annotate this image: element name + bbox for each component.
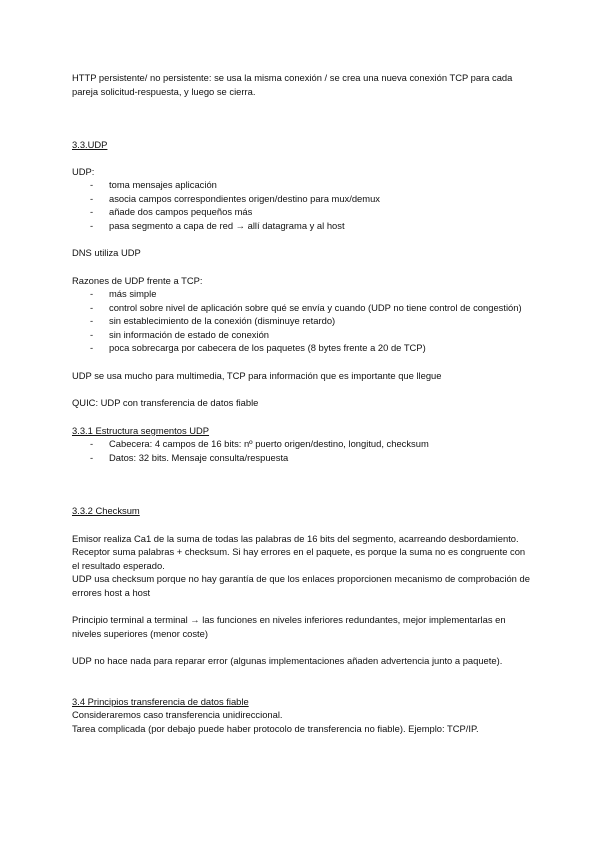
intro-paragraph: HTTP persistente/ no persistente: se usa la misma conexión / se crea una nueva conexión TCP para cada pareja solicitud-respuesta, y luego se cierra. xyxy=(72,72,513,97)
section-heading-3-3: 3.3.UDP xyxy=(72,139,108,150)
list-item-text: control sobre nivel de aplicación sobre qué se envía y cuando (UDP no tiene control de congestión) xyxy=(109,301,522,313)
list-item xyxy=(72,205,532,219)
list-item-text: toma mensajes aplicación xyxy=(109,179,217,190)
list-item-text: sin establecimiento de la conexión (disminuye retardo) xyxy=(109,315,336,326)
checksum-paragraph-3: UDP usa checksum porque no hay garantía de que los enlaces proporcionen mecanismo de comprobación de errores host a host xyxy=(72,573,530,598)
list-item xyxy=(72,451,532,465)
reliable-transfer-paragraph-2: Tarea complicada (por debajo puede haber protocolo de transferencia no fiable). Ejemplo: TCP/IP. xyxy=(72,722,479,734)
dash-bullet: - xyxy=(90,288,94,299)
dash-bullet: - xyxy=(90,219,94,231)
list-item-text: más simple xyxy=(109,288,157,299)
dash-bullet: - xyxy=(90,342,94,353)
list-item xyxy=(72,301,532,315)
list-item xyxy=(72,178,532,192)
list-item-text: añade dos campos pequeños más xyxy=(109,206,253,217)
quic-paragraph: QUIC: UDP con transferencia de datos fiable xyxy=(72,397,259,408)
section-heading-3-3-1: 3.3.1 Estructura segmentos UDP xyxy=(72,424,210,436)
section-heading-3-4: 3.4 Principios transferencia de datos fiable xyxy=(72,695,249,707)
udp-reasons-list xyxy=(72,287,532,355)
list-item-text: Cabecera: 4 campos de 16 bits: nº puerto origen/destino, longitud, checksum xyxy=(109,438,429,449)
list-item xyxy=(72,341,532,355)
dash-bullet: - xyxy=(90,301,94,313)
list-item-text: Datos: 32 bits. Mensaje consulta/respuesta xyxy=(109,451,289,463)
udp-label: UDP: xyxy=(72,165,95,177)
checksum-paragraph-2: Receptor suma palabras + checksum. Si hay errores en el paquete, es porque la suma no es congruente con el resultado esperado. xyxy=(72,546,526,571)
list-item xyxy=(72,328,532,342)
dns-paragraph: DNS utiliza UDP xyxy=(72,247,141,258)
list-item-text: asocia campos correspondientes origen/destino para mux/demux xyxy=(109,192,380,204)
dash-bullet: - xyxy=(90,451,94,463)
end-to-end-principle-paragraph: Principio terminal a terminal → las funciones en niveles inferiores redundantes, mejor implementarlas en niveles superiores (menor coste) xyxy=(72,614,506,639)
dash-bullet: - xyxy=(90,206,94,217)
list-item xyxy=(72,192,532,206)
dash-bullet: - xyxy=(90,179,94,190)
reliable-transfer-paragraph-1: Consideraremos caso transferencia unidireccional. xyxy=(72,709,283,720)
dash-bullet: - xyxy=(90,438,94,449)
list-item xyxy=(72,314,532,328)
udp-segment-structure-list xyxy=(72,437,532,464)
udp-features-list xyxy=(72,178,532,232)
section-heading-3-3-2: 3.3.2 Checksum xyxy=(72,505,140,516)
list-item xyxy=(72,287,532,301)
udp-error-paragraph: UDP no hace nada para reparar error (algunas implementaciones añaden advertencia junto a paquete). xyxy=(72,655,503,666)
dash-bullet: - xyxy=(90,328,94,340)
multimedia-paragraph: UDP se usa mucho para multimedia, TCP para información que es importante que llegue xyxy=(72,369,442,381)
list-item xyxy=(72,219,532,233)
list-item-text: poca sobrecarga por cabecera de los paquetes (8 bytes frente a 20 de TCP) xyxy=(109,342,426,353)
document-page xyxy=(72,71,532,735)
list-item xyxy=(72,437,532,451)
reasons-label: Razones de UDP frente a TCP: xyxy=(72,274,203,286)
checksum-paragraph-1: Emisor realiza Ca1 de la suma de todas las palabras de 16 bits del segmento, acarreando desbordamiento. xyxy=(72,532,519,544)
dash-bullet: - xyxy=(90,315,94,326)
list-item-text: sin información de estado de conexión xyxy=(109,328,269,340)
list-item-text: pasa segmento a capa de red → allí datagrama y al host xyxy=(109,219,345,231)
dash-bullet: - xyxy=(90,192,94,204)
